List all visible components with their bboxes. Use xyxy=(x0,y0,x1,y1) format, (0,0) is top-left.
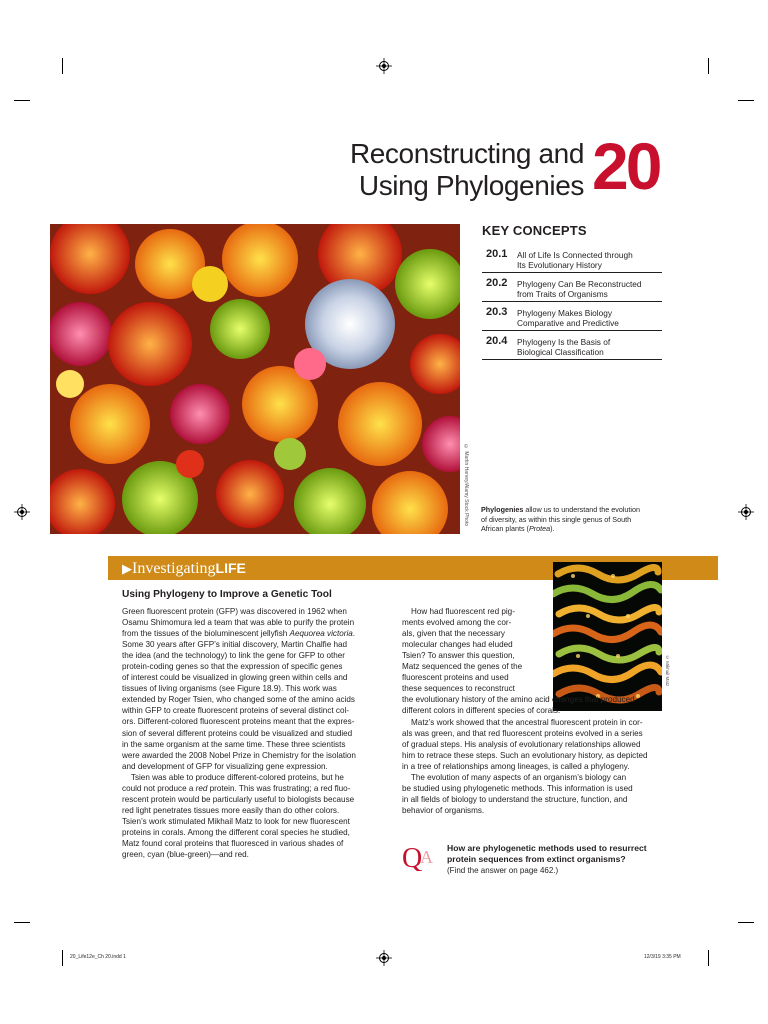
key-concept-text xyxy=(517,277,662,297)
key-concept-item[interactable] xyxy=(482,331,662,360)
registration-mark-icon xyxy=(376,950,392,966)
text-line: and development of GFP for visualizing gene expression. xyxy=(122,761,328,771)
text-line: Tsien? To answer this question, xyxy=(402,651,515,661)
key-concept-text xyxy=(517,335,662,355)
crop-mark xyxy=(738,100,754,101)
text-line: proteins in corals. Among the different coral species he studied, xyxy=(122,827,350,837)
investigating-life-label xyxy=(122,558,246,579)
text-line: The evolution of many aspects of an organism’s biology can xyxy=(402,773,627,783)
text-line: Green fluorescent protein (GFP) was discovered in 1962 when xyxy=(122,607,347,616)
key-concept-number: 20.1 xyxy=(486,248,508,260)
key-concept-number: 20.2 xyxy=(486,277,508,289)
text-line: within GFP to create fluorescent proteins of several distinct col- xyxy=(122,706,349,716)
key-concept-text-line: Phylogeny Is the Basis of xyxy=(517,337,611,347)
key-concept-text-line: Its Evolutionary History xyxy=(517,260,602,270)
triangle-arrow-icon: ▶ xyxy=(122,561,132,576)
text-line: him to retrace these steps. Such an evolutionary history, as depicted xyxy=(402,751,648,761)
text-line: fluorescent proteins and used xyxy=(402,673,509,683)
registration-mark-icon xyxy=(14,504,30,520)
key-concept-text-line: Comparative and Predictive xyxy=(517,318,619,328)
text-line: different colors in different species of corals. xyxy=(402,706,561,716)
key-concept-text xyxy=(517,306,662,326)
text-line: be studied using phylogenetic methods. This information is used xyxy=(402,784,633,794)
protea-flowers-photo xyxy=(50,224,460,534)
caption-text: African plants ( xyxy=(481,524,529,533)
key-concept-text-line: Phylogeny Can Be Reconstructed xyxy=(517,279,642,289)
text-line: Tsien was able to produce different-colored proteins, but he xyxy=(122,772,344,782)
text-line: als was green, and that red fluorescent proteins evolved in a series xyxy=(402,729,643,739)
caption-text: ). xyxy=(550,524,555,533)
text-line: in all fields of biology to understand the structure, function, and xyxy=(402,795,628,805)
caption-term: Phylogenies xyxy=(481,505,524,514)
key-concept-number: 20.4 xyxy=(486,335,508,347)
text-line: could not produce a red protein. This was frustrating; a red fluo- xyxy=(122,783,351,793)
key-concept-item[interactable] xyxy=(482,244,662,273)
text-line: rescent protein would be particularly useful to biologists because xyxy=(122,794,355,804)
qa-question: How are phylogenetic methods used to resurrect xyxy=(447,843,647,853)
key-concepts-heading: KEY CONCEPTS xyxy=(482,223,587,238)
text-line: from the tissues of the bioluminescent jellyfish Aequorea victoria. xyxy=(122,629,356,639)
qa-block xyxy=(447,843,647,876)
caption-genus: Protea xyxy=(528,524,551,533)
qa-logo-q: Q xyxy=(402,843,423,871)
text-line: sion of several different proteins could be visualized and studied xyxy=(122,728,353,738)
text-line: green, cyan (blue-green)—and red. xyxy=(122,850,249,860)
coral-photo-credit: © Mikhail Matz xyxy=(665,655,670,687)
article-column-right-top xyxy=(402,606,635,716)
caption-text: allow us to understand the evolution xyxy=(523,505,641,514)
key-concept-text-line: All of Life Is Connected through xyxy=(517,250,633,260)
text-line: protein-coding genes so that the expression of specific genes xyxy=(122,662,343,672)
crop-mark xyxy=(62,58,63,74)
text-line: Osamu Shimomura led a team that was able to purify the protein xyxy=(122,618,355,628)
text-line: Some 30 years after GFP’s initial discovery, Martin Chalfie had xyxy=(122,640,348,650)
text-line: the idea (and the technology) to link the gene for GFP to other xyxy=(122,651,345,661)
text-line: Tsien’s work stimulated Mikhail Matz to look for new fluorescent xyxy=(122,816,350,826)
chapter-title-line: Reconstructing and xyxy=(349,138,584,169)
text-line: als, given that the necessary xyxy=(402,629,505,639)
qa-logo-icon xyxy=(402,843,444,871)
crop-mark xyxy=(708,58,709,74)
key-concept-text xyxy=(517,248,662,268)
article-column-right-bottom xyxy=(402,717,648,816)
key-concept-text-line: Biological Classification xyxy=(517,347,604,357)
chapter-title-line: Using Phylogenies xyxy=(358,170,584,201)
text-line: molecular changes had eluded xyxy=(402,640,513,650)
text-line: behavior of organisms. xyxy=(402,806,485,816)
text-line: ments evolved among the cor- xyxy=(402,618,512,628)
key-concept-number: 20.3 xyxy=(486,306,508,318)
key-concept-text-line: from Traits of Organisms xyxy=(517,289,608,299)
key-concept-item[interactable] xyxy=(482,302,662,331)
qa-logo-a: A xyxy=(420,847,433,867)
text-line: tissues of living organisms (see Figure 18.9). This work was xyxy=(122,684,337,694)
key-concepts-list xyxy=(482,244,662,360)
crop-mark xyxy=(708,950,709,966)
registration-mark-icon xyxy=(738,504,754,520)
text-line: Matz found coral proteins that fluoresced in various shades of xyxy=(122,838,344,848)
photo-credit: © Martin Harvey/Alamy Stock Photo xyxy=(463,444,469,527)
text-line: of gradual steps. His analysis of evolutionary relationships allowed xyxy=(402,740,641,750)
article-column-left xyxy=(122,606,356,860)
crop-mark xyxy=(14,100,30,101)
photo-caption xyxy=(481,505,661,534)
chapter-title xyxy=(286,138,584,202)
text-line: Matz sequenced the genes of the xyxy=(402,662,523,672)
text-line: Matz’s work showed that the ancestral fluorescent protein in cor- xyxy=(402,718,643,727)
text-line: extended by Roger Tsien, who changed some of the amino acids xyxy=(122,695,355,705)
text-line: ors. Different-colored fluorescent proteins meant that the expres- xyxy=(122,717,355,727)
crop-mark xyxy=(14,922,30,923)
file-slug: 20_Life12e_Ch 20.indd 1 xyxy=(70,954,126,960)
text-line: red light penetrates tissues more easily than do other colors. xyxy=(122,805,340,815)
chapter-number: 20 xyxy=(592,129,660,203)
banner-life: LIFE xyxy=(215,560,246,576)
crop-mark xyxy=(738,922,754,923)
date-slug: 12/3/19 3:35 PM xyxy=(644,954,681,960)
qa-answer-reference[interactable]: (Find the answer on page 462.) xyxy=(447,866,559,875)
article-subhead: Using Phylogeny to Improve a Genetic Tool xyxy=(122,589,332,600)
crop-mark xyxy=(62,950,63,966)
banner-investigating: Investigating xyxy=(132,560,216,577)
qa-question: protein sequences from extinct organisms? xyxy=(447,854,626,864)
key-concept-item[interactable] xyxy=(482,273,662,302)
text-line: of interest could be visualized in glowing green within cells and xyxy=(122,673,348,683)
text-line: the evolutionary history of the amino acid changes that produced xyxy=(402,695,635,705)
text-line: in the same organism at the same time. These three scientists xyxy=(122,739,346,749)
registration-mark-icon xyxy=(376,58,392,74)
text-line: were awarded the 2008 Nobel Prize in Chemistry for the isolation xyxy=(122,750,356,760)
caption-text: of diversity, as within this single genus of South xyxy=(481,514,632,524)
key-concept-text-line: Phylogeny Makes Biology xyxy=(517,308,613,318)
text-line: How had fluorescent red pig- xyxy=(402,607,515,616)
text-line: in a tree of relationships among lineages, is called a phylogeny. xyxy=(402,762,630,772)
text-line: these sequences to reconstruct xyxy=(402,684,515,694)
